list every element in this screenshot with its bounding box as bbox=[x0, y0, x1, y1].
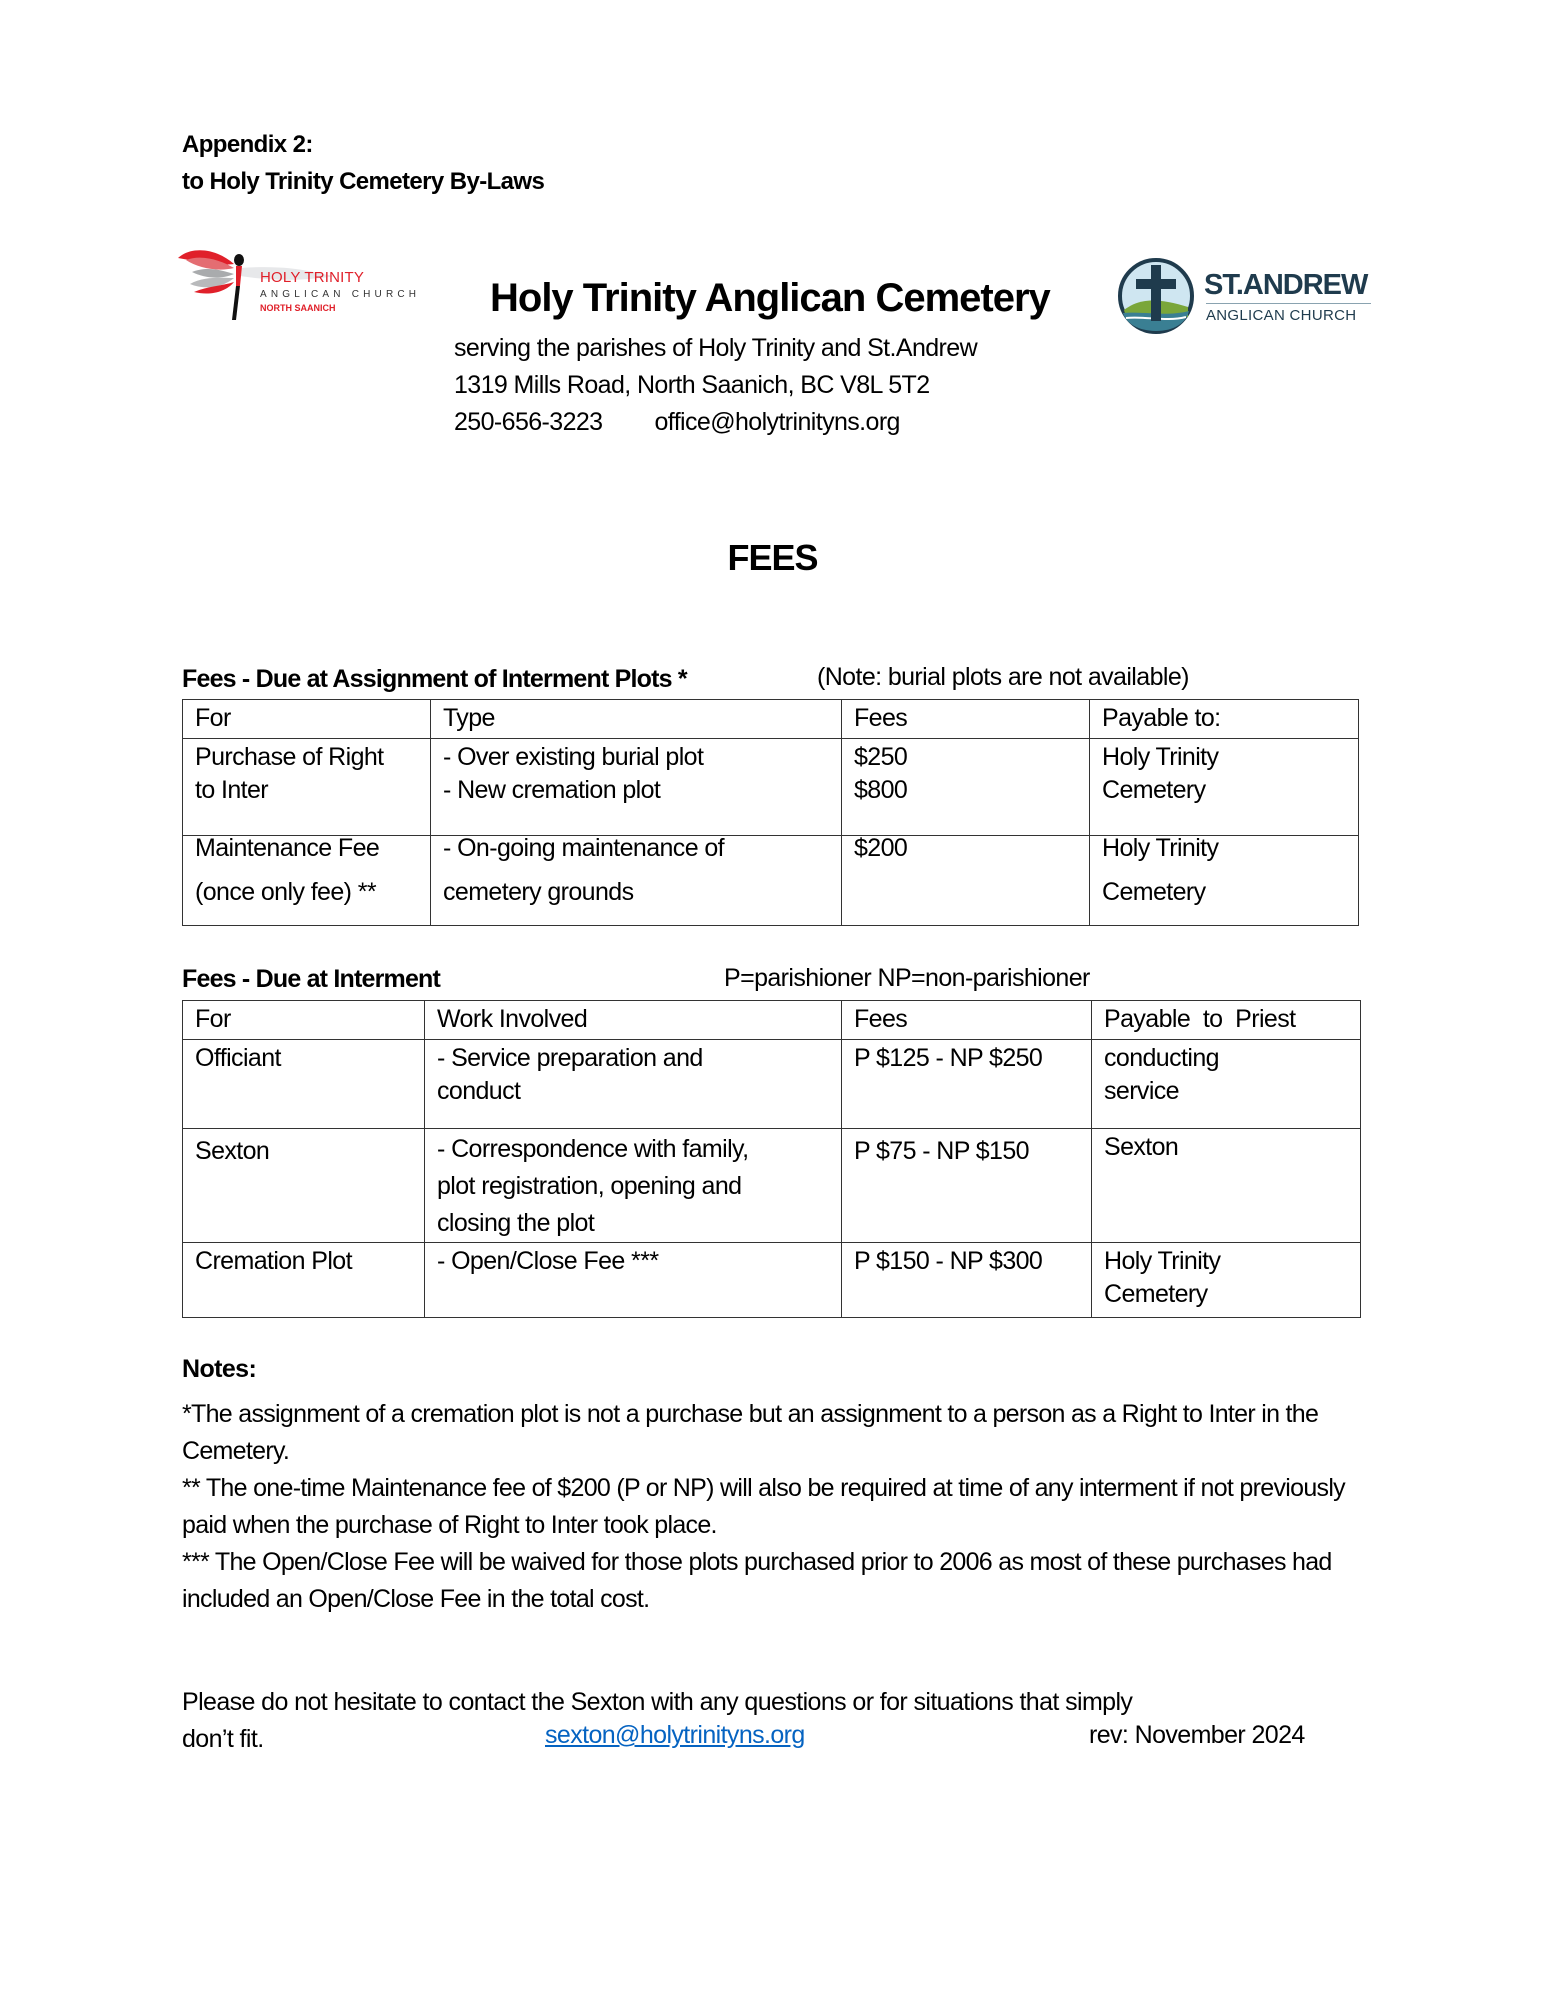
cell-work: - Open/Close Fee *** bbox=[425, 1243, 842, 1318]
cell-payable: Sexton bbox=[1092, 1129, 1361, 1243]
notes-heading: Notes: bbox=[182, 1355, 257, 1383]
address-line: 1319 Mills Road, North Saanich, BC V8L 5T2 bbox=[454, 371, 930, 399]
section1-note: (Note: burial plots are not available) bbox=[817, 663, 1189, 691]
cross-icon bbox=[1116, 255, 1198, 337]
table-row bbox=[183, 1040, 1361, 1129]
cell-for: Sexton bbox=[183, 1129, 425, 1243]
ht-logo-line2: ANGLICAN CHURCH bbox=[260, 289, 421, 300]
cell-type: - Over existing burial plot - New cremation plot bbox=[431, 739, 842, 836]
sexton-email-link[interactable]: sexton@holytrinityns.org bbox=[545, 1721, 805, 1749]
note-item: ** The one-time Maintenance fee of $200 (P or NP) will also be required at time of any interment if not previously paid when the purchase of Right to Inter took place. bbox=[182, 1474, 1345, 1539]
cell-fees: P $150 - NP $300 bbox=[842, 1243, 1092, 1318]
ht-logo-line1: HOLY TRINITY bbox=[260, 269, 365, 286]
cell-fees: P $75 - NP $150 bbox=[842, 1129, 1092, 1243]
cemetery-title: Holy Trinity Anglican Cemetery bbox=[490, 276, 1050, 320]
cell-work: - Correspondence with family, plot registration, opening and closing the plot bbox=[425, 1129, 842, 1243]
holy-trinity-logo bbox=[176, 246, 426, 326]
dragonfly-icon bbox=[176, 246, 426, 326]
office-email: office@holytrinityns.org bbox=[654, 408, 900, 436]
cemetery-info bbox=[454, 330, 977, 441]
cell-fees: $250 $800 bbox=[842, 739, 1090, 836]
section1-heading: Fees - Due at Assignment of Interment Plots * bbox=[182, 665, 687, 693]
column-header: Work Involved bbox=[425, 1001, 842, 1040]
page-title: FEES bbox=[727, 537, 818, 578]
revision-date: rev: November 2024 bbox=[1089, 1721, 1305, 1749]
column-header: Payable to: bbox=[1090, 700, 1359, 739]
table-header-row bbox=[183, 1001, 1361, 1040]
table-row bbox=[183, 1243, 1361, 1318]
column-header: Fees bbox=[842, 1001, 1092, 1040]
section2-heading: Fees - Due at Interment bbox=[182, 965, 441, 993]
cell-for: Officiant bbox=[183, 1040, 425, 1129]
table-row bbox=[183, 1129, 1361, 1243]
assignment-fees-table bbox=[182, 699, 1359, 926]
column-header: For bbox=[183, 700, 431, 739]
serving-line: serving the parishes of Holy Trinity and St.Andrew bbox=[454, 334, 978, 362]
ht-logo-line3: NORTH SAANICH bbox=[260, 303, 336, 313]
note-item: *The assignment of a cremation plot is not a purchase but an assignment to a person as a Right to Inter in the Cemetery. bbox=[182, 1400, 1319, 1465]
st-andrew-logo bbox=[1114, 255, 1379, 337]
cell-for: Maintenance Fee (once only fee) ** bbox=[183, 836, 431, 926]
contact-line2: don’t fit. bbox=[182, 1725, 264, 1753]
contact-line1: Please do not hesitate to contact the Sexton with any questions or for situations that simply bbox=[182, 1688, 1133, 1716]
note-item: *** The Open/Close Fee will be waived for those plots purchased prior to 2006 as most of these purchases had included an Open/Close Fee in the total cost. bbox=[182, 1548, 1332, 1613]
column-header: For bbox=[183, 1001, 425, 1040]
phone-email-line bbox=[454, 404, 977, 441]
cell-payable: Holy Trinity Cemetery bbox=[1092, 1243, 1361, 1318]
table-header-row bbox=[183, 700, 1359, 739]
phone: 250-656-3223 bbox=[454, 408, 603, 436]
cell-for: Cremation Plot bbox=[183, 1243, 425, 1318]
sa-logo-line2: ANGLICAN CHURCH bbox=[1206, 307, 1357, 324]
cell-work: - Service preparation and conduct bbox=[425, 1040, 842, 1129]
cell-fees: $200 bbox=[842, 836, 1090, 926]
column-header: Type bbox=[431, 700, 842, 739]
appendix-heading bbox=[182, 126, 544, 200]
interment-fees-table bbox=[182, 1000, 1361, 1318]
cell-payable: Holy Trinity Cemetery bbox=[1090, 836, 1359, 926]
cell-payable: conducting service bbox=[1092, 1040, 1361, 1129]
column-header: Payable to Priest bbox=[1092, 1001, 1361, 1040]
appendix-line2: to Holy Trinity Cemetery By-Laws bbox=[182, 168, 545, 195]
column-header: Fees bbox=[842, 700, 1090, 739]
cell-for: Purchase of Right to Inter bbox=[183, 739, 431, 836]
section2-legend: P=parishioner NP=non-parishioner bbox=[724, 964, 1090, 992]
table-row bbox=[183, 836, 1359, 926]
cell-fees: P $125 - NP $250 bbox=[842, 1040, 1092, 1129]
cell-payable: Holy Trinity Cemetery bbox=[1090, 739, 1359, 836]
table-row bbox=[183, 739, 1359, 836]
notes-list bbox=[182, 1396, 1372, 1618]
appendix-line1: Appendix 2: bbox=[182, 131, 313, 158]
cell-type: - On-going maintenance of cemetery grounds bbox=[431, 836, 842, 926]
sa-logo-line1: ST.ANDREW bbox=[1204, 269, 1368, 301]
